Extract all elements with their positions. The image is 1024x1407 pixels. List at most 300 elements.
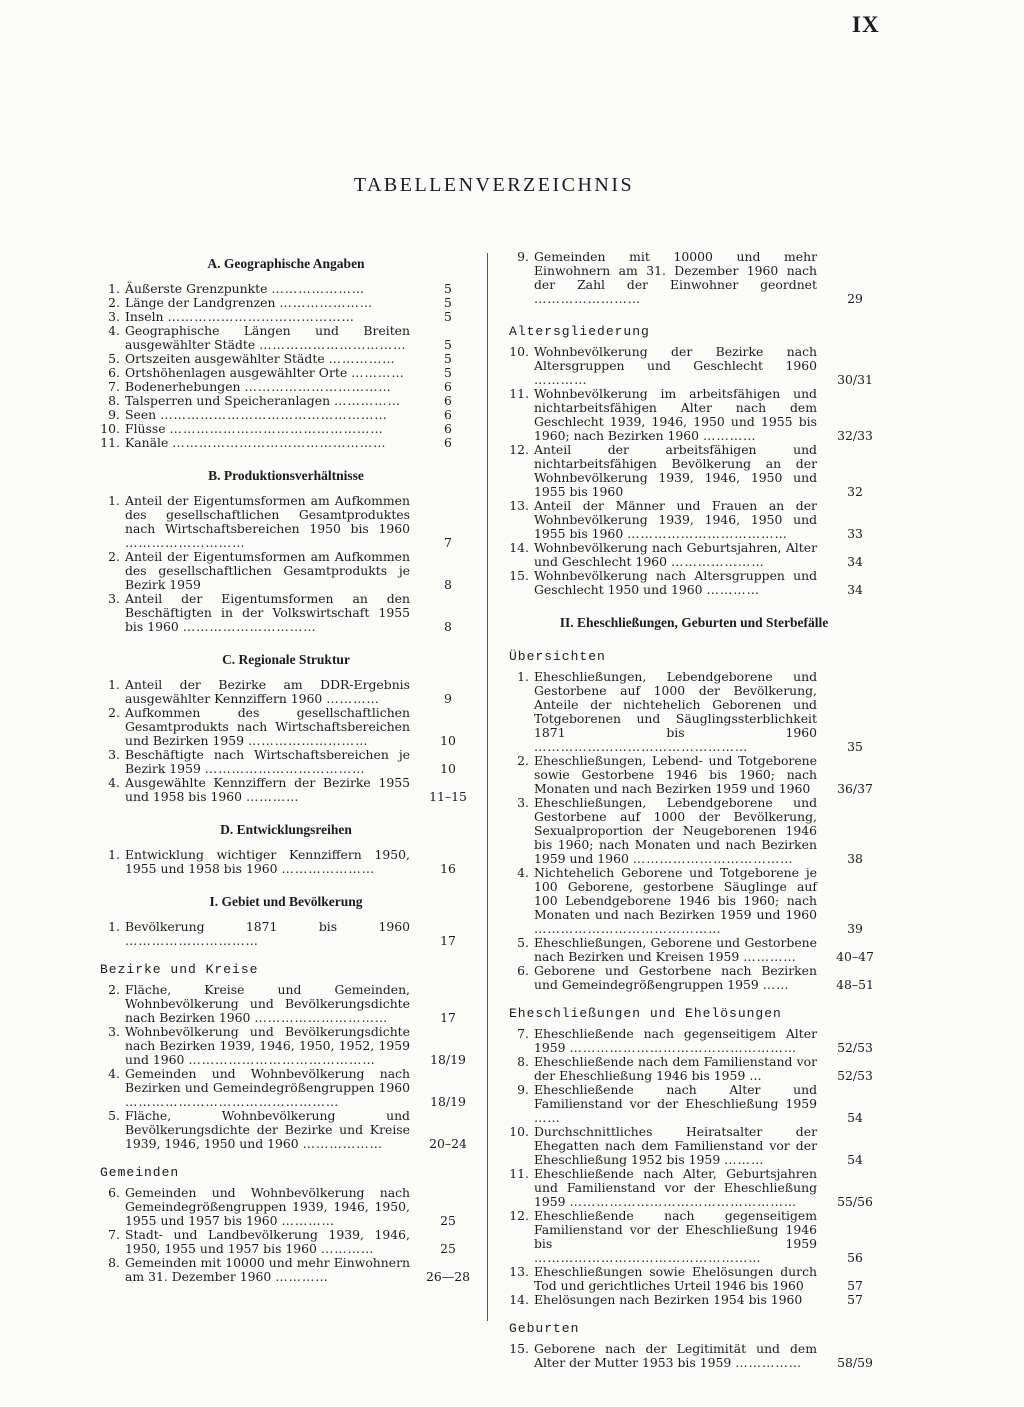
leader-dots: …………………………………………	[169, 421, 384, 436]
entry-page: 7	[444, 535, 452, 550]
entry-page: 8	[444, 577, 452, 592]
entry-title: Inseln	[125, 309, 164, 324]
entry-number: 4.	[517, 865, 529, 880]
entry-text	[125, 550, 410, 592]
toc-entry	[505, 1055, 883, 1083]
entry-title: Gemeinden und Wohnbevölkerung nach Bezirken und Gemeindegrößengruppen 1960	[125, 1066, 410, 1095]
entry-number: 9.	[517, 249, 529, 264]
entry-page: 5	[444, 365, 452, 380]
entry-page: 5	[444, 281, 452, 296]
entry-text	[125, 1067, 410, 1109]
toc-entry	[96, 324, 476, 352]
entry-title: Anteil der Männer und Frauen an der Wohnbevölkerung 1939, 1946, 1950 und 1955 bis 1960	[534, 498, 817, 541]
entry-text	[125, 920, 410, 948]
entry-number: 2.	[108, 705, 120, 720]
toc-entry	[96, 380, 476, 394]
entry-text	[125, 1256, 410, 1284]
page-title: TABELLENVERZEICHNIS	[353, 174, 635, 196]
toc-entry	[505, 1083, 883, 1125]
leader-dots: …………	[702, 428, 757, 443]
entry-page: 25	[440, 1241, 456, 1256]
entry-page: 55/56	[837, 1194, 873, 1209]
toc-entry	[505, 443, 883, 499]
subsection-heading: Geburten	[509, 1321, 580, 1336]
entry-number: 1.	[108, 919, 120, 934]
toc-entry	[96, 422, 476, 436]
entry-title: Fläche, Wohnbevölkerung und Bevölkerungsdichte der Bezirke und Kreise 1939, 1946, 1950 und 1960	[125, 1108, 410, 1151]
toc-entry	[96, 282, 476, 296]
entry-page: 40–47	[836, 949, 874, 964]
subsection-heading: Bezirke und Kreise	[100, 962, 259, 977]
entry-text	[534, 1342, 817, 1370]
toc-entry	[505, 1209, 883, 1265]
entry-title: Nichtehelich Geborene und Totgeborene je 100 Geborene, gestorbene Säuglinge auf 100 Lebendgeborene 1946 bis 1960; nach Monaten und nach Bezirken 1959 und 1960	[534, 865, 817, 922]
entry-title: Anteil der Eigentumsformen an den Beschäftigten in der Volkswirtschaft 1955 bis 1960	[125, 591, 410, 634]
entry-title: Gemeinden und Wohnbevölkerung nach Gemeindegrößengruppen 1939, 1946, 1950, 1955 und 1957 bis 1960	[125, 1185, 410, 1228]
entry-title: Wohnbevölkerung der Bezirke nach Altersgruppen und Geschlecht 1960	[534, 344, 817, 373]
entry-number: 3.	[108, 747, 120, 762]
entry-title: Wohnbevölkerung nach Altersgruppen und Geschlecht 1950 und 1960	[534, 568, 817, 597]
entry-title: Entwicklung wichtiger Kennziffern 1950, 1955 und 1958 bis 1960	[125, 847, 410, 876]
entry-number: 1.	[108, 677, 120, 692]
entry-page: 32/33	[837, 428, 873, 443]
leader-dots: ………	[724, 1152, 765, 1167]
entry-number: 13.	[509, 498, 529, 513]
leader-dots: …………………………………………	[534, 739, 749, 754]
entry-title: Ausgewählte Kennziffern der Bezirke 1955 und 1958 bis 1960	[125, 775, 410, 804]
entry-number: 5.	[108, 1108, 120, 1123]
leader-dots: …………	[706, 582, 760, 597]
toc-entry	[505, 1125, 883, 1167]
entry-page: 34	[847, 554, 863, 569]
entry-page: 36/37	[837, 781, 873, 796]
entry-number: 3.	[108, 309, 120, 324]
entry-number: 1.	[108, 847, 120, 862]
entry-text	[125, 422, 410, 436]
entry-number: 11.	[509, 1166, 529, 1181]
entry-page: 20–24	[429, 1136, 467, 1151]
entry-number: 1.	[517, 669, 529, 684]
entry-title: Eheschließende nach dem Familienstand vor der Eheschließung 1946 bis 1959	[534, 1054, 817, 1083]
toc-entry	[96, 592, 476, 634]
leader-dots: ………………………………	[632, 851, 794, 866]
toc-entry	[505, 1027, 883, 1055]
entry-number: 3.	[517, 795, 529, 810]
entry-page: 5	[444, 295, 452, 310]
entry-text	[125, 748, 410, 776]
leader-dots: …………	[351, 365, 405, 380]
entry-title: Anteil der Bezirke am DDR-Ergebnis ausgewählter Kennziffern 1960	[125, 677, 410, 706]
entry-title: Kanäle	[125, 435, 169, 450]
entry-title: Eheschließende nach gegenseitigem Alter 1959	[534, 1026, 817, 1055]
entry-title: Wohnbevölkerung nach Geburtsjahren, Alter und Geschlecht 1960	[534, 540, 817, 569]
leader-dots: ……………………………………………	[569, 1040, 798, 1055]
leader-dots: …………………	[279, 295, 374, 310]
entry-text	[125, 706, 410, 748]
entry-text	[125, 408, 410, 422]
leader-dots: ……………………………………	[167, 309, 355, 324]
entry-text	[125, 366, 410, 380]
section-heading: A. Geographische Angaben	[207, 256, 365, 271]
entry-number: 12.	[509, 442, 529, 457]
section-heading: C. Regionale Struktur	[222, 652, 350, 667]
entry-page: 5	[444, 351, 452, 366]
toc-entry	[96, 920, 476, 948]
entry-page: 52/53	[837, 1068, 873, 1083]
toc-entry	[96, 1067, 476, 1109]
toc-entry	[96, 678, 476, 706]
entry-number: 11.	[509, 386, 529, 401]
entry-number: 1.	[108, 281, 120, 296]
toc-entry	[505, 345, 883, 387]
entry-page: 6	[444, 421, 452, 436]
toc-entry	[96, 310, 476, 324]
entry-text	[534, 443, 817, 499]
entry-text	[125, 1228, 410, 1256]
entry-page: 16	[440, 861, 456, 876]
toc-entry	[505, 936, 883, 964]
entry-page: 9	[444, 691, 452, 706]
toc-entry	[96, 1256, 476, 1284]
entry-text	[125, 678, 410, 706]
leader-dots: …………………………	[125, 933, 259, 948]
entry-number: 12.	[509, 1208, 529, 1223]
entry-title: Bodenerhebungen	[125, 379, 241, 394]
entry-number: 15.	[509, 1341, 529, 1356]
entry-page: 56	[847, 1250, 863, 1265]
entry-page: 5	[444, 309, 452, 324]
toc-entry	[96, 394, 476, 408]
entry-page: 6	[444, 393, 452, 408]
leader-dots: …………	[320, 1241, 375, 1256]
entry-number: 8.	[108, 393, 120, 408]
entry-title: Geborene und Gestorbene nach Bezirken und Gemeindegrößengruppen 1959	[534, 963, 817, 992]
entry-page: 54	[847, 1152, 863, 1167]
entry-text	[125, 296, 410, 310]
entry-page: 32	[847, 484, 863, 499]
toc-entry	[505, 541, 883, 569]
entry-title: Äußerste Grenzpunkte	[125, 281, 268, 296]
subsection-heading: Altersgliederung	[509, 324, 650, 339]
page-number: IX	[852, 12, 880, 37]
entry-text	[125, 848, 410, 876]
entry-number: 7.	[517, 1026, 529, 1041]
leader-dots: …………	[743, 949, 797, 964]
entry-page: 57	[847, 1278, 863, 1293]
entry-page: 58/59	[837, 1355, 873, 1370]
entry-page: 8	[444, 619, 452, 634]
section-heading: D. Entwicklungsreihen	[220, 822, 352, 837]
leader-dots: ……………	[735, 1355, 803, 1370]
entry-text	[125, 380, 410, 394]
entry-page: 33	[847, 526, 863, 541]
entry-text	[534, 1293, 817, 1307]
toc-entry	[96, 436, 476, 450]
toc-entry	[505, 796, 883, 866]
entry-title: Eheschließungen, Lebendgeborene und Gestorbene auf 1000 der Bevölkerung, Sexualproportion der Neugeborenen 1946 bis 1960; nach Monaten und nach Bezirken 1959 und 1960	[534, 795, 817, 866]
toc-entry	[96, 776, 476, 804]
right-column	[505, 250, 883, 1370]
leader-dots: ……………………………………………	[160, 407, 388, 422]
entry-number: 14.	[509, 540, 529, 555]
entry-text	[125, 282, 410, 296]
entry-text	[125, 352, 410, 366]
entry-number: 5.	[108, 351, 120, 366]
toc-entry	[96, 983, 476, 1025]
entry-number: 15.	[509, 568, 529, 583]
entry-text	[534, 1167, 817, 1209]
toc-entry	[96, 848, 476, 876]
entry-title: Ortszeiten ausgewählter Städte	[125, 351, 325, 366]
entry-number: 1.	[108, 493, 120, 508]
toc-entry	[505, 1265, 883, 1293]
leader-dots: …………………	[281, 861, 376, 876]
section-heading: I. Gebiet und Bevölkerung	[209, 894, 363, 909]
entry-number: 5.	[517, 935, 529, 950]
toc-entry	[96, 408, 476, 422]
leader-dots: …	[749, 1068, 763, 1083]
entry-text	[534, 1083, 817, 1125]
subsection-heading: Eheschließungen und Ehelösungen	[509, 1006, 782, 1021]
leader-dots: ……	[762, 977, 790, 992]
entry-page: 18/19	[430, 1094, 466, 1109]
entry-page: 17	[440, 1010, 456, 1025]
entry-title: Bevölkerung 1871 bis 1960	[125, 919, 410, 934]
entry-text	[534, 964, 817, 992]
entry-page: 54	[847, 1110, 863, 1125]
entry-title: Aufkommen des gesellschaftlichen Gesamtprodukts nach Wirtschaftsbereichen und Bezirken 1959	[125, 705, 410, 748]
leader-dots: ………………………	[247, 733, 369, 748]
toc-entry	[96, 1109, 476, 1151]
entry-text	[534, 936, 817, 964]
toc-entry	[96, 1186, 476, 1228]
entry-page: 17	[440, 933, 456, 948]
entry-title: Beschäftigte nach Wirtschaftsbereichen je Bezirk 1959	[125, 747, 410, 776]
toc-entry	[505, 670, 883, 754]
leader-dots: ……………………	[534, 291, 642, 306]
entry-number: 7.	[108, 1227, 120, 1242]
leader-dots: ……………………………………	[188, 1052, 376, 1067]
entry-title: Anteil der arbeitsfähigen und nichtarbeitsfähigen Bevölkerung an der Wohnbevölkerung 1939, 1946, 1950 und 1955 bis 1960	[534, 442, 817, 499]
entry-page: 34	[847, 582, 863, 597]
entry-text	[125, 1186, 410, 1228]
entry-number: 4.	[108, 775, 120, 790]
entry-text	[125, 592, 410, 634]
leader-dots: ………………………………	[627, 526, 788, 541]
entry-page: 35	[847, 739, 863, 754]
entry-title: Länge der Landgrenzen	[125, 295, 276, 310]
entry-text	[534, 250, 817, 306]
leader-dots: …………	[326, 691, 380, 706]
entry-number: 10.	[509, 1124, 529, 1139]
entry-title: Ortshöhenlagen ausgewählter Orte	[125, 365, 348, 380]
entry-title: Anteil der Eigentumsformen am Aufkommen des gesellschaftlichen Gesamtprodukts je Bezirk 1959	[125, 549, 410, 592]
leader-dots: ……………………………………	[534, 921, 722, 936]
entry-text	[125, 1109, 410, 1151]
entry-page: 10	[440, 733, 456, 748]
toc-entry	[505, 1342, 883, 1370]
entry-title: Gemeinden mit 10000 und mehr Einwohnern am 31. Dezember 1960 nach der Zahl der Einwohner geordnet	[534, 249, 817, 292]
section-heading: B. Produktionsverhältnisse	[208, 468, 364, 483]
entry-title: Eheschließungen, Geborene und Gestorbene nach Bezirken und Kreisen 1959	[534, 935, 817, 964]
toc-entry	[96, 748, 476, 776]
entry-text	[125, 494, 410, 550]
entry-number: 2.	[108, 549, 120, 564]
entry-text	[125, 983, 410, 1025]
leader-dots: ………………	[302, 1136, 383, 1151]
entry-number: 14.	[509, 1292, 529, 1307]
toc-entry	[96, 1025, 476, 1067]
entry-title: Eheschließungen, Lebend- und Totgeborene sowie Gestorbene 1946 bis 1960; nach Monaten und nach Bezirken 1959 und 1960	[534, 753, 817, 796]
entry-number: 3.	[108, 591, 120, 606]
entry-title: Talsperren und Speicheranlagen	[125, 393, 331, 408]
entry-number: 2.	[108, 982, 120, 997]
toc-entry	[505, 1167, 883, 1209]
subsection-heading: Gemeinden	[100, 1165, 180, 1180]
entry-number: 4.	[108, 323, 120, 338]
section-heading: II. Eheschließungen, Geburten und Sterbefälle	[559, 615, 829, 630]
leader-dots: …………	[275, 1269, 329, 1284]
entry-text	[534, 1265, 817, 1293]
entry-title: Stadt- und Landbevölkerung 1939, 1946, 1950, 1955 und 1957 bis 1960	[125, 1227, 410, 1256]
entry-title: Anteil der Eigentumsformen am Aufkommen des gesellschaftlichen Gesamtproduktes nach Wirtschaftsbereichen 1950 bis 1960	[125, 493, 410, 536]
entry-text	[534, 387, 817, 443]
entry-number: 7.	[108, 379, 120, 394]
entry-page: 52/53	[837, 1040, 873, 1055]
entry-title: Wohnbevölkerung und Bevölkerungsdichte nach Bezirken 1939, 1946, 1950, 1952, 1959 und 1960	[125, 1024, 410, 1067]
leader-dots: …………	[245, 789, 300, 804]
leader-dots: …………	[534, 372, 588, 387]
leader-dots: ………………………………	[204, 761, 366, 776]
entry-page: 48–51	[836, 977, 874, 992]
entry-page: 38	[847, 851, 863, 866]
entry-title: Geographische Längen und Breiten ausgewählter Städte	[125, 323, 410, 352]
entry-title: Eheschließende nach gegenseitigem Familienstand vor der Eheschließung 1946 bis 1959	[534, 1208, 817, 1251]
entry-page: 30/31	[837, 372, 873, 387]
entry-title: Eheschließende nach Alter und Familienstand vor der Eheschließung 1959	[534, 1082, 817, 1111]
leader-dots: ……………	[328, 351, 396, 366]
entry-page: 26—28	[426, 1269, 470, 1284]
entry-text	[125, 394, 410, 408]
leader-dots: ……	[534, 1110, 561, 1125]
entry-title: Wohnbevölkerung im arbeitsfähigen und nichtarbeitsfähigen Alter nach dem Geschlecht 1939, 1946, 1950 und 1955 bis 1960; nach Bezirken 1960	[534, 386, 817, 443]
entry-number: 11.	[100, 435, 120, 450]
entry-number: 10.	[100, 421, 120, 436]
toc-entry	[505, 250, 883, 306]
entry-page: 39	[847, 921, 863, 936]
entry-text	[534, 754, 817, 796]
entry-number: 13.	[509, 1264, 529, 1279]
entry-number: 3.	[108, 1024, 120, 1039]
leader-dots: ……………	[334, 393, 401, 408]
entry-page: 10	[440, 761, 456, 776]
toc-entry	[96, 296, 476, 310]
entry-number: 9.	[108, 407, 120, 422]
entry-page: 6	[444, 379, 452, 394]
leader-dots: …………………………………………	[172, 435, 387, 450]
leader-dots: …………	[281, 1213, 336, 1228]
entry-number: 6.	[517, 963, 529, 978]
leader-dots: ……………………………………………	[569, 1194, 798, 1209]
toc-entry	[505, 1293, 883, 1307]
toc-entry	[96, 494, 476, 550]
leader-dots: …………………………	[254, 1010, 389, 1025]
toc-entry	[96, 706, 476, 748]
toc-entry	[505, 754, 883, 796]
entry-text	[534, 1027, 817, 1055]
entry-number: 10.	[509, 344, 529, 359]
entry-number: 4.	[108, 1066, 120, 1081]
entry-number: 6.	[108, 365, 120, 380]
entry-number: 8.	[517, 1054, 529, 1069]
toc-entry	[96, 1228, 476, 1256]
entry-text	[125, 310, 410, 324]
entry-number: 2.	[517, 753, 529, 768]
entry-text	[534, 345, 817, 387]
entry-page: 5	[444, 337, 452, 352]
entry-title: Durchschnittliches Heiratsalter der Ehegatten nach dem Familienstand vor der Eheschließung 1952 bis 1959	[534, 1124, 817, 1167]
toc-entry	[505, 387, 883, 443]
entry-text	[534, 1125, 817, 1167]
entry-number: 2.	[108, 295, 120, 310]
entry-title: Fläche, Kreise und Gemeinden, Wohnbevölkerung und Bevölkerungsdichte nach Bezirken 1960	[125, 982, 410, 1025]
toc-entry	[96, 352, 476, 366]
entry-title: Gemeinden mit 10000 und mehr Einwohnern am 31. Dezember 1960	[125, 1255, 410, 1284]
entry-text	[534, 541, 817, 569]
leader-dots: ………………………	[125, 535, 246, 550]
entry-title: Flüsse	[125, 421, 166, 436]
toc-entry	[96, 366, 476, 380]
entry-page: 18/19	[430, 1052, 466, 1067]
toc-entry	[505, 499, 883, 541]
leader-dots: …………………………	[182, 619, 317, 634]
entry-text	[125, 324, 410, 352]
entry-text	[534, 670, 817, 754]
left-column	[96, 250, 476, 1284]
entry-number: 8.	[108, 1255, 120, 1270]
leader-dots: ……………………………	[244, 379, 392, 394]
leader-dots: …………………………………………	[125, 1094, 340, 1109]
toc-entry	[505, 964, 883, 992]
toc-entry	[505, 569, 883, 597]
entry-text	[125, 776, 410, 804]
entry-title: Eheschließungen, Lebendgeborene und Gestorbene auf 1000 der Bevölkerung, Anteile der nichtehelich Geborenen und Totgeborenen und Säuglingssterblichkeit 1871 bis 1960	[534, 669, 817, 740]
entry-title: Eheschließungen sowie Ehelösungen durch Tod und gerichtliches Urteil 1946 bis 1960	[534, 1264, 817, 1293]
entry-text	[534, 499, 817, 541]
entry-text	[534, 866, 817, 936]
entry-page: 6	[444, 435, 452, 450]
entry-text	[534, 1209, 817, 1265]
leader-dots: …………………	[670, 554, 765, 569]
entry-page: 57	[847, 1292, 863, 1307]
entry-page: 25	[440, 1213, 456, 1228]
entry-page: 11–15	[429, 789, 467, 804]
entry-page: 6	[444, 407, 452, 422]
entry-title: Eheschließende nach Alter, Geburtsjahren und Familienstand vor der Eheschließung 1959	[534, 1166, 817, 1209]
leader-dots: ……………………………	[259, 337, 407, 352]
entry-title: Seen	[125, 407, 157, 422]
entry-number: 6.	[108, 1185, 120, 1200]
toc-entry	[505, 866, 883, 936]
entry-number: 9.	[517, 1082, 529, 1097]
entry-page: 29	[847, 291, 863, 306]
entry-text	[534, 569, 817, 597]
entry-text	[534, 1055, 817, 1083]
entry-text	[534, 796, 817, 866]
column-divider	[487, 253, 488, 1321]
entry-text	[125, 436, 410, 450]
entry-text	[125, 1025, 410, 1067]
